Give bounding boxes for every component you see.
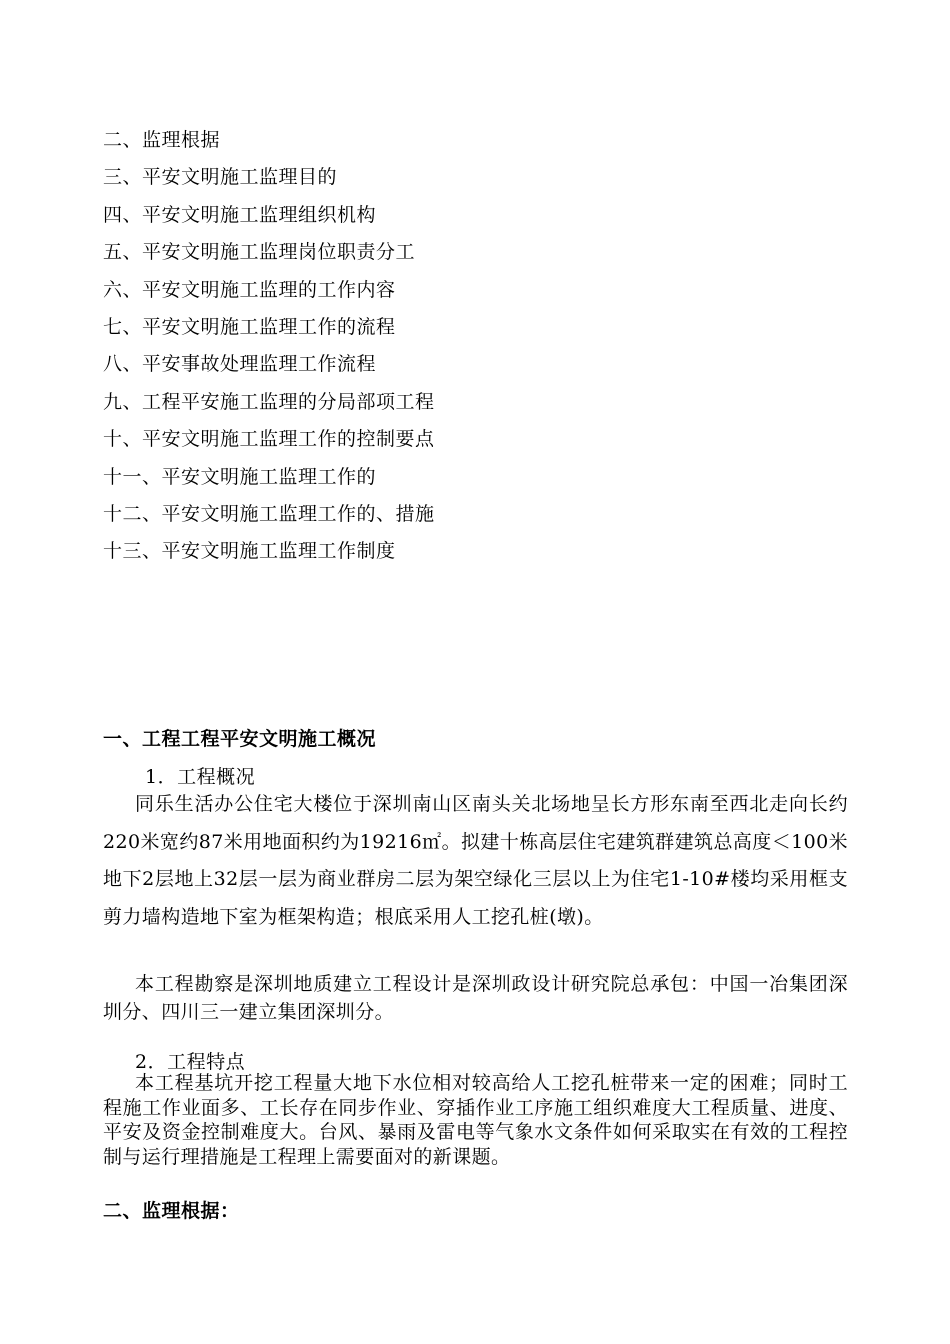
toc-item: 十三、平安文明施工监理工作制度 [103,540,396,563]
section-heading-supervision-basis: 二、监理根据： [103,1200,240,1222]
toc-item: 三、平安文明施工监理目的 [103,166,338,189]
subsection-heading-features: 2．工程特点 [135,1051,246,1073]
toc-item: 九、工程平安施工监理的分局部项工程 [103,390,435,413]
toc-item: 十、平安文明施工监理工作的控制要点 [103,428,435,451]
paragraph-project-description: 同乐生活办公住宅大楼位于深圳南山区南头关北场地呈长方形东南至西北走向长约220米宽约87米用地面积约为19216㎡。拟建十栋高层住宅建筑群建筑总高度＜100米地下2层地上32层一层为商业群房二层为架空绿化三层以上为住宅1-10#楼均采用框支剪力墙构造地下室为框架构造；根底采用人工挖孔桩(墩)。 [103,793,848,928]
section-heading-project-overview: 一、工程工程平安文明施工概况 [103,728,377,750]
toc-item: 七、平安文明施工监理工作的流程 [103,315,396,338]
toc-item: 四、平安文明施工监理组织机构 [103,203,377,226]
paragraph-project-features: 本工程基坑开挖工程量大地下水位相对较高给人工挖孔桩带来一定的困难；同时工程施工作业面多、工长存在同步作业、穿插作业工序施工组织难度大工程质量、进度、平安及资金控制难度大。台风、暴雨及雷电等气象水文条件如何采取实在有效的工程控制与运行理措施是工程理上需要面对的新课题。 [103,1072,848,1168]
toc-item: 八、平安事故处理监理工作流程 [103,353,377,376]
subsection-heading-overview: 1．工程概况 [145,766,256,788]
toc-item: 五、平安文明施工监理岗位职责分工 [103,241,416,264]
toc-item: 十一、平安文明施工监理工作的 [103,465,377,488]
toc-item: 十二、平安文明施工监理工作的、措施 [103,502,435,525]
toc-item: 二、监理根据 [103,129,221,151]
paragraph-project-parties: 本工程勘察是深圳地质建立工程设计是深圳政设计研究院总承包：中国一冶集团深圳分、四川三一建立集团深圳分。 [103,973,848,1023]
toc-item: 六、平安文明施工监理的工作内容 [103,278,396,301]
table-of-contents [103,122,863,571]
